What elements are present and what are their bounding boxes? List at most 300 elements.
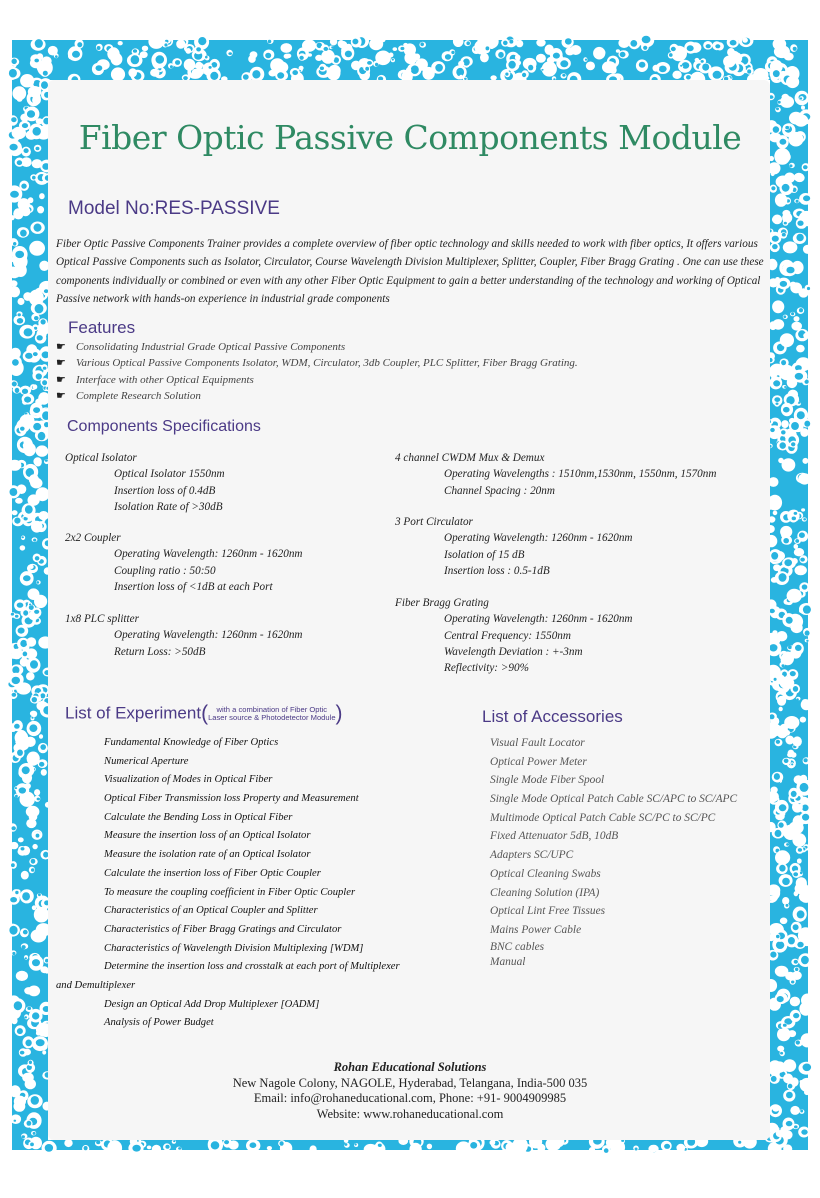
border-bubble <box>798 848 802 852</box>
border-bubble <box>31 859 36 864</box>
border-bubble <box>12 666 19 674</box>
border-bubble <box>228 52 232 55</box>
border-bubble <box>22 766 30 774</box>
spec-circulator <box>395 514 633 579</box>
border-bubble <box>738 1141 741 1144</box>
border-bubble <box>148 34 164 49</box>
border-bubble <box>794 544 799 549</box>
border-bubble <box>515 55 521 61</box>
border-bubble <box>562 74 565 77</box>
border-bubble <box>41 319 46 324</box>
border-bubble <box>8 460 21 471</box>
border-bubble <box>781 360 786 365</box>
border-bubble <box>792 517 796 521</box>
list-item: Single Mode Optical Patch Cable SC/APC to SC/APC <box>490 793 738 806</box>
list-item: Optical Lint Free Tissues <box>490 905 606 918</box>
footer-address: New Nagole Colony, NAGOLE, Hyderabad, Telangana, India-500 035 <box>232 1075 588 1090</box>
border-bubble <box>786 617 793 624</box>
border-bubble <box>32 844 37 849</box>
border-bubble <box>29 241 45 256</box>
border-bubble <box>24 397 31 403</box>
list-item: Cleaning Solution (IPA) <box>490 886 600 899</box>
border-bubble <box>798 473 811 484</box>
border-bubble <box>769 644 777 651</box>
border-bubble <box>803 245 812 254</box>
border-bubble <box>610 1141 615 1145</box>
border-bubble <box>292 70 298 75</box>
border-bubble <box>12 677 20 684</box>
border-bubble <box>72 51 80 58</box>
border-bubble <box>22 945 26 949</box>
border-bubble <box>585 59 587 61</box>
border-bubble <box>795 968 798 972</box>
border-bubble <box>790 671 796 676</box>
border-bubble <box>635 1148 638 1151</box>
border-bubble <box>36 1039 45 1046</box>
border-bubble <box>541 69 543 71</box>
list-item: Optical Fiber Transmission loss Property and Measurement <box>104 793 359 805</box>
border-bubble <box>375 63 378 66</box>
border-bubble <box>331 46 333 48</box>
border-bubble <box>23 575 31 581</box>
border-bubble <box>783 1024 787 1027</box>
border-bubble <box>742 38 748 43</box>
border-bubble <box>780 1052 783 1055</box>
border-bubble <box>791 791 797 797</box>
border-bubble <box>799 1002 812 1016</box>
border-bubble <box>43 367 47 370</box>
border-bubble <box>772 216 781 224</box>
border-bubble <box>786 76 799 88</box>
border-bubble <box>779 573 787 582</box>
spec-item: Insertion loss : 0.5-1dB <box>444 564 550 577</box>
border-bubble <box>34 907 49 923</box>
border-bubble <box>34 224 42 232</box>
border-bubble <box>33 352 38 356</box>
border-bubble <box>795 565 807 575</box>
border-bubble <box>15 891 18 894</box>
border-bubble <box>77 42 82 47</box>
border-bubble <box>14 518 20 524</box>
list-item: Multimode Optical Patch Cable SC/PC to SC/PC <box>490 811 716 824</box>
border-bubble <box>39 488 46 495</box>
border-bubble <box>780 333 794 347</box>
border-bubble <box>16 971 28 981</box>
border-bubble <box>503 41 508 46</box>
border-bubble <box>45 1144 53 1152</box>
border-bubble <box>210 72 218 80</box>
border-bubble <box>459 1144 465 1149</box>
border-bubble <box>41 81 48 89</box>
spec-item: Reflectivity: >90% <box>444 662 529 675</box>
border-bubble <box>18 313 21 316</box>
border-bubble <box>224 1140 229 1144</box>
border-bubble <box>791 442 795 446</box>
list-item: Design an Optical Add Drop Multiplexer [OADM] <box>104 998 320 1010</box>
border-bubble <box>796 200 799 203</box>
border-bubble <box>794 960 798 964</box>
border-bubble <box>20 640 27 647</box>
features-heading: Features <box>68 318 136 337</box>
pointing-hand-icon: ☛ <box>56 341 66 353</box>
list-item: BNC cables <box>490 940 545 953</box>
list-item: ☛ Complete Research Solution <box>56 388 578 404</box>
border-bubble <box>794 316 800 321</box>
border-bubble <box>29 604 31 606</box>
list-item: Analysis of Power Budget <box>104 1017 214 1029</box>
list-item: Calculate the insertion loss of Fiber Optic Coupler <box>104 867 321 879</box>
border-bubble <box>184 59 196 71</box>
border-bubble <box>205 56 208 59</box>
border-bubble <box>800 717 806 723</box>
border-bubble <box>804 758 808 762</box>
list-item: Fundamental Knowledge of Fiber Optics <box>104 737 279 748</box>
border-bubble <box>142 46 148 52</box>
border-bubble <box>18 837 24 842</box>
border-bubble <box>477 36 486 44</box>
list-item: ☛ Interface with other Optical Equipments <box>56 372 578 388</box>
border-bubble <box>706 44 711 48</box>
border-bubble <box>133 49 137 53</box>
border-bubble <box>12 826 16 830</box>
spec-item: Insertion loss of <1dB at each Port <box>114 580 273 593</box>
border-bubble <box>42 56 52 65</box>
spec-plc-splitter <box>65 611 303 660</box>
border-bubble <box>28 588 40 600</box>
border-bubble <box>795 539 799 543</box>
border-bubble <box>354 1143 356 1145</box>
border-bubble <box>791 752 797 758</box>
border-bubble <box>393 47 398 51</box>
border-bubble <box>781 430 786 434</box>
border-bubble <box>701 60 704 63</box>
border-bubble <box>453 36 464 47</box>
border-bubble <box>802 584 808 589</box>
border-bubble <box>209 66 212 69</box>
border-bubble <box>147 1146 152 1150</box>
border-bubble <box>40 744 46 750</box>
pointing-hand-icon: ☛ <box>56 357 66 370</box>
footer-contact: Email: info@rohaneducational.com, Phone: +91- 9004909985 <box>253 1091 567 1105</box>
border-bubble <box>773 511 778 516</box>
border-bubble <box>195 62 202 70</box>
border-bubble <box>682 62 690 69</box>
list-item: Determine the insertion loss and crosstalk at each port of Multiplexer <box>104 961 400 973</box>
specs-heading: Components Specifications <box>67 418 261 435</box>
border-bubble <box>18 628 25 634</box>
border-bubble <box>11 1017 17 1024</box>
border-bubble <box>14 1001 22 1010</box>
border-bubble <box>64 1139 72 1147</box>
accessories-heading: List of Accessories <box>482 707 623 726</box>
spec-item: Coupling ratio : 50:50 <box>114 564 216 577</box>
border-bubble <box>774 678 777 681</box>
spec-name: 1x8 PLC splitter <box>65 613 139 625</box>
border-bubble <box>435 64 443 72</box>
list-item: Visualization of Modes in Optical Fiber <box>104 774 273 786</box>
border-bubble <box>400 47 404 50</box>
border-bubble <box>789 164 792 167</box>
border-bubble <box>782 210 790 216</box>
border-bubble <box>32 697 37 702</box>
border-bubble <box>21 1135 25 1138</box>
border-bubble <box>27 110 35 117</box>
border-bubble <box>164 43 167 46</box>
border-bubble <box>788 937 795 944</box>
border-bubble <box>15 498 23 504</box>
border-bubble <box>801 1129 807 1134</box>
border-bubble <box>653 65 660 72</box>
border-bubble <box>796 1040 800 1044</box>
border-bubble <box>248 55 256 63</box>
list-item: Fixed Attenuator 5dB, 10dB <box>490 830 619 843</box>
spec-item: Operating Wavelengths : 1510nm,1530nm, 1550nm, 1570nm <box>444 468 717 481</box>
list-item: Visual Fault Locator <box>490 737 585 749</box>
list-item: Mains Power Cable <box>490 923 582 936</box>
border-bubble <box>156 55 165 63</box>
border-bubble <box>784 716 799 729</box>
border-bubble <box>516 40 523 47</box>
border-bubble <box>770 428 775 432</box>
border-bubble <box>800 97 802 99</box>
border-bubble <box>659 66 667 73</box>
border-bubble <box>797 942 803 948</box>
border-bubble <box>268 40 272 43</box>
border-bubble <box>23 610 28 615</box>
border-bubble <box>39 734 43 739</box>
border-bubble <box>669 53 673 57</box>
border-bubble <box>11 863 15 867</box>
border-bubble <box>776 935 780 938</box>
spec-item: Operating Wavelength: 1260nm - 1620nm <box>114 548 303 561</box>
border-bubble <box>228 1140 238 1149</box>
border-bubble <box>671 47 676 51</box>
border-bubble <box>198 37 206 45</box>
border-bubble <box>20 74 34 87</box>
border-bubble <box>801 699 812 710</box>
list-item: Adapters SC/UPC <box>490 849 574 862</box>
border-bubble <box>779 822 784 827</box>
border-bubble <box>791 322 802 331</box>
border-bubble <box>769 321 777 330</box>
border-bubble <box>771 552 778 560</box>
border-bubble <box>118 41 123 45</box>
border-bubble <box>565 47 574 55</box>
border-bubble <box>803 518 806 520</box>
border-bubble <box>10 842 19 849</box>
border-bubble <box>35 556 40 560</box>
border-bubble <box>12 59 17 65</box>
border-bubble <box>24 1016 27 1018</box>
border-bubble <box>508 61 515 69</box>
border-bubble <box>786 843 789 846</box>
border-bubble <box>788 645 792 649</box>
border-bubble <box>793 47 797 51</box>
border-bubble <box>310 1145 317 1152</box>
border-bubble <box>39 193 45 199</box>
border-bubble <box>22 536 24 538</box>
border-bubble <box>522 73 526 77</box>
border-bubble <box>775 193 787 206</box>
border-bubble <box>791 763 793 765</box>
border-bubble <box>30 478 42 489</box>
border-bubble <box>791 312 794 315</box>
border-bubble <box>800 871 803 874</box>
border-bubble <box>774 397 780 402</box>
spec-item: Optical Isolator 1550nm <box>114 468 225 481</box>
border-bubble <box>84 1146 88 1150</box>
border-bubble <box>680 65 682 67</box>
border-bubble <box>486 46 490 50</box>
border-bubble <box>770 952 776 958</box>
spec-cwdm <box>395 450 716 499</box>
border-bubble <box>9 926 17 935</box>
border-bubble <box>23 652 28 657</box>
border-bubble <box>784 559 792 566</box>
border-bubble <box>794 512 798 515</box>
spec-name: Fiber Bragg Grating <box>395 597 489 609</box>
border-bubble <box>33 539 36 542</box>
border-bubble <box>796 877 807 889</box>
border-bubble <box>36 373 42 379</box>
border-bubble <box>794 1125 798 1128</box>
border-bubble <box>15 615 19 618</box>
spec-2x2-coupler <box>65 530 303 595</box>
border-bubble <box>794 775 803 784</box>
border-bubble <box>784 759 789 763</box>
border-bubble <box>22 892 30 900</box>
border-bubble <box>604 1148 609 1153</box>
border-bubble <box>27 1007 31 1010</box>
border-bubble <box>796 698 799 701</box>
border-bubble <box>686 75 691 79</box>
intro-paragraph: Fiber Optic Passive Components Trainer provides a complete overview of fiber optic technology and skills needed to work with fiber optics, It offers various Optical Passive Components such as Isolator, Circulator, Course Wavelength Division Multiplexer, Splitter, Coupler, Fiber Bragg Grating . One can use these components individually or combined or even with any other Fiber Optic Equipment to gain a better understanding of the technology and working of Optical Passive network with hands-on experience in industrial grade components <box>56 238 764 305</box>
border-bubble <box>324 47 329 51</box>
border-bubble <box>715 44 720 48</box>
border-bubble <box>773 564 780 571</box>
border-bubble <box>773 38 787 50</box>
border-bubble <box>470 1142 477 1149</box>
spec-item: Operating Wavelength: 1260nm - 1620nm <box>444 532 633 545</box>
border-bubble <box>806 640 808 642</box>
border-bubble <box>779 365 795 380</box>
list-item: Numerical Aperture <box>104 755 189 767</box>
border-bubble <box>781 420 789 428</box>
border-bubble <box>33 1132 36 1135</box>
border-bubble <box>782 184 790 192</box>
border-bubble <box>320 67 324 71</box>
border-bubble <box>458 61 464 67</box>
border-bubble <box>17 160 22 165</box>
border-bubble <box>34 789 40 796</box>
border-bubble <box>21 847 25 850</box>
border-bubble <box>553 53 560 59</box>
border-bubble <box>772 300 784 313</box>
border-bubble <box>10 280 18 287</box>
list-item: Measure the insertion loss of an Optical Isolator <box>104 830 311 842</box>
experiments-list <box>56 734 400 1033</box>
border-bubble <box>15 251 24 258</box>
border-bubble <box>803 165 808 169</box>
border-bubble <box>791 981 794 984</box>
footer-website: Website: www.rohaneducational.com <box>316 1106 504 1121</box>
border-bubble <box>793 872 798 876</box>
border-bubble <box>780 677 795 689</box>
spec-item: Isolation Rate of >30dB <box>114 500 223 513</box>
border-bubble <box>31 717 33 719</box>
border-bubble <box>783 315 786 318</box>
border-bubble <box>775 850 790 865</box>
border-bubble <box>107 1140 122 1156</box>
border-bubble <box>807 287 810 290</box>
border-bubble <box>775 830 782 837</box>
spec-item: Operating Wavelength: 1260nm - 1620nm <box>114 629 303 642</box>
border-bubble <box>277 72 284 78</box>
border-bubble <box>132 1145 140 1152</box>
border-bubble <box>780 281 787 287</box>
spec-item: Isolation of 15 dB <box>444 548 525 561</box>
border-bubble <box>21 184 26 189</box>
border-bubble <box>375 51 391 66</box>
border-bubble <box>252 70 260 78</box>
border-bubble <box>32 959 40 966</box>
border-bubble <box>779 865 785 872</box>
border-bubble <box>170 65 173 68</box>
experiments-heading-row: List of Experiment( with a combination of Fiber Optic Laser source & Photodetector Module) <box>65 702 343 725</box>
border-bubble <box>777 996 784 1002</box>
border-bubble <box>779 804 787 811</box>
border-bubble <box>321 50 335 64</box>
border-bubble <box>797 221 803 226</box>
border-bubble <box>778 458 784 463</box>
border-bubble <box>797 858 802 863</box>
border-bubble <box>773 70 780 77</box>
border-bubble <box>15 787 17 789</box>
border-bubble <box>378 1144 382 1147</box>
border-bubble <box>411 65 419 74</box>
border-bubble <box>560 60 568 67</box>
border-bubble <box>780 918 788 925</box>
border-bubble <box>498 52 504 58</box>
border-bubble <box>509 40 513 44</box>
border-bubble <box>782 878 790 885</box>
border-bubble <box>36 445 49 456</box>
border-bubble <box>776 1130 784 1137</box>
spec-optical-isolator <box>65 450 225 515</box>
border-bubble <box>34 459 41 467</box>
experiments-heading: List of Experiment <box>65 703 202 723</box>
border-bubble <box>42 380 47 385</box>
border-bubble <box>280 1141 284 1146</box>
footer-org: Rohan Educational Solutions <box>333 1060 487 1074</box>
border-bubble <box>196 69 203 76</box>
border-bubble <box>41 769 47 776</box>
border-bubble <box>24 328 33 336</box>
spec-item: Wavelength Deviation : +-3nm <box>444 645 583 658</box>
border-bubble <box>35 304 44 313</box>
border-bubble <box>793 686 798 692</box>
border-bubble <box>55 55 58 58</box>
border-bubble <box>794 548 804 556</box>
border-bubble <box>39 762 44 767</box>
border-bubble <box>131 55 140 64</box>
border-bubble <box>404 52 417 65</box>
border-bubble <box>31 521 43 533</box>
list-item: Characteristics of Wavelength Division Multiplexing [WDM] <box>104 942 364 954</box>
border-bubble <box>796 345 805 353</box>
spec-item: Operating Wavelength: 1260nm - 1620nm <box>444 613 633 626</box>
border-bubble <box>782 664 785 667</box>
